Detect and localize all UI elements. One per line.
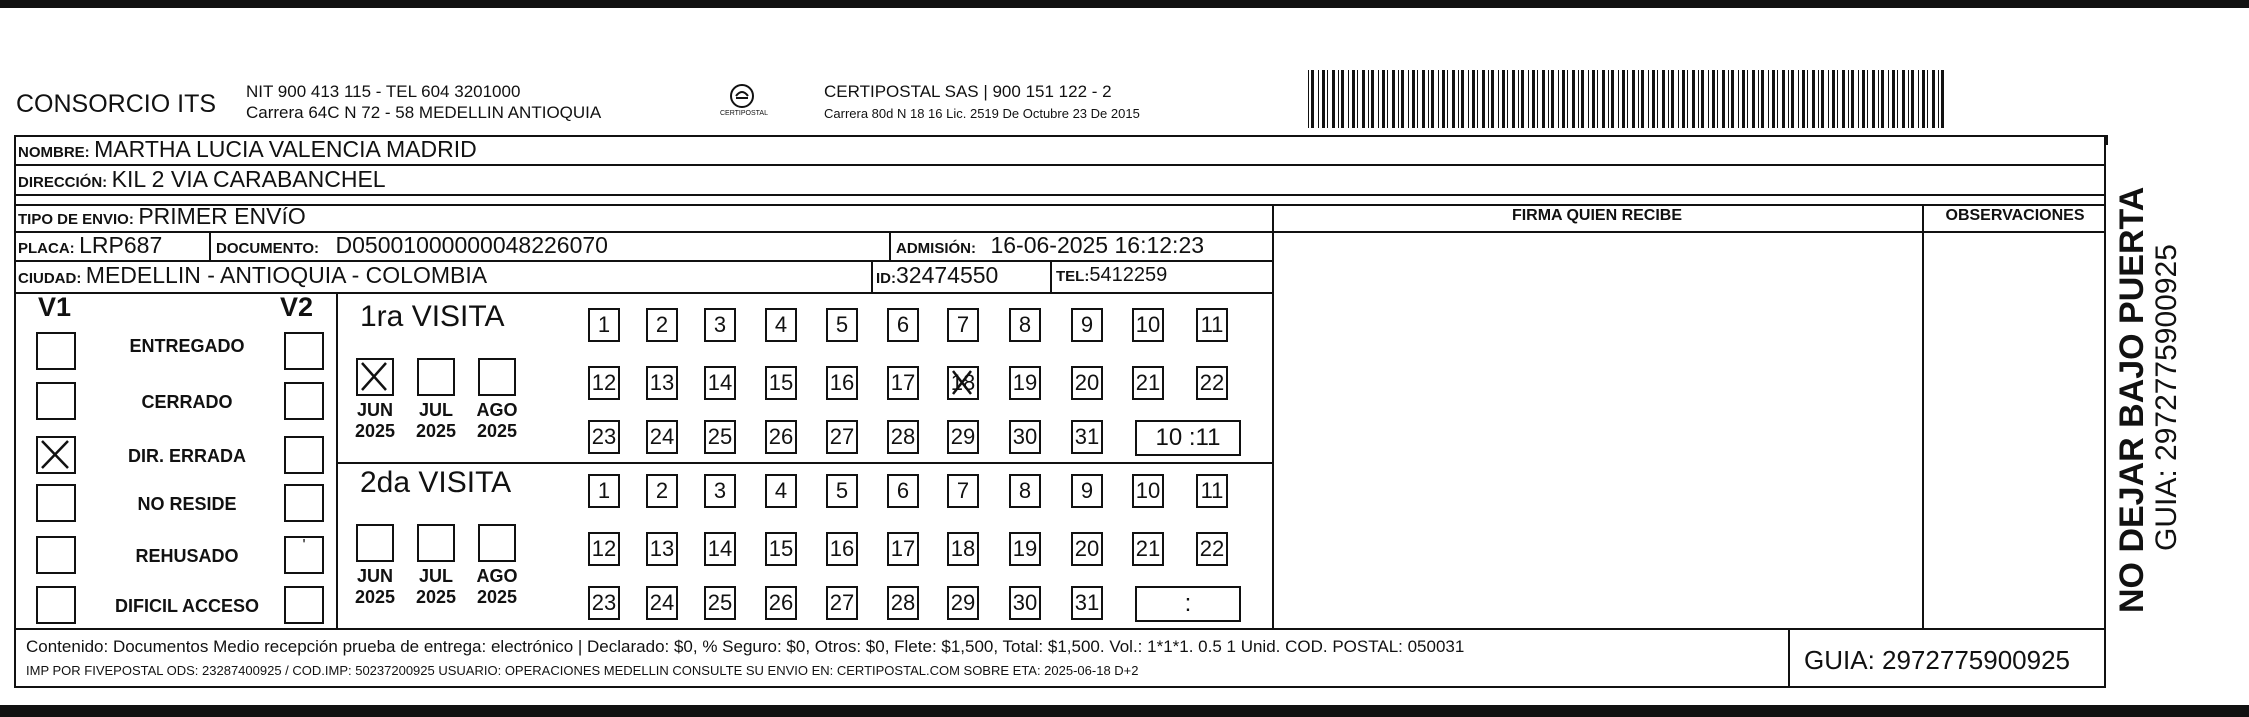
day-cell[interactable]: 16 [826,366,858,400]
day-cell[interactable]: 19 [1009,366,1041,400]
day-cell[interactable]: 1 [588,474,620,508]
nombre-value: MARTHA LUCIA VALENCIA MADRID [94,136,477,162]
day-cell[interactable]: 21 [1132,532,1164,566]
day-cell[interactable]: 23 [588,586,620,620]
day-cell[interactable]: 5 [826,474,858,508]
day-cell[interactable]: 20 [1071,532,1103,566]
day-cell[interactable]: 29 [947,586,979,620]
day-cell[interactable]: 12 [588,532,620,566]
day-cell[interactable]: 13 [646,366,678,400]
side-warning: NO DEJAR BAJO PUERTA [2113,186,2151,613]
direccion-label: DIRECCIÓN: [18,174,108,191]
day-cell[interactable]: 14 [704,366,736,400]
day-cell[interactable]: 3 [704,308,736,342]
day-cell[interactable]: 6 [887,474,919,508]
status-label: DIR. ERRADA [127,446,246,466]
license-line: Carrera 80d N 18 16 Lic. 2519 De Octubre 23 De 2015 [824,106,1140,121]
tel-label: TEL: [1056,268,1090,285]
day-cell[interactable]: 31 [1071,586,1103,620]
day-cell[interactable]: 7 [947,308,979,342]
day-number: 18 [950,370,976,395]
status-label: NO RESIDE [137,494,237,514]
company-nit: NIT 900 413 115 - TEL 604 3201000 [246,82,521,101]
certipostal-line: CERTIPOSTAL SAS | 900 151 122 - 2 [824,82,1112,101]
ciudad-value: MEDELLIN - ANTIOQUIA - COLOMBIA [85,262,488,288]
ciudad-label: CIUDAD: [18,270,82,287]
day-cell[interactable]: 4 [765,308,797,342]
day-cell[interactable]: 13 [646,532,678,566]
firma-header: FIRMA QUIEN RECIBE [1511,207,1683,224]
company-address: Carrera 64C N 72 - 58 MEDELLIN ANTIOQUIA [246,103,602,122]
visit-title: 1ra VISITA [360,300,505,333]
day-cell[interactable]: 19 [1009,532,1041,566]
day-cell[interactable]: 15 [765,366,797,400]
footer-contenido: Contenido: Documentos Medio recepción prueba de entrega: electrónico | Declarado: $0, % Seguro: $0, Otros: $0, Flete: $1,500, Total: $1,500. Vol.: 1*1*1. 0.5 1 Unid. COD. POSTAL: 050031 [26,637,1465,656]
day-cell[interactable]: 14 [704,532,736,566]
day-cell[interactable]: 20 [1071,366,1103,400]
day-cell[interactable]: 27 [826,586,858,620]
day-cell[interactable]: 11 [1196,474,1228,508]
month-label: AGO 2025 [476,400,518,441]
documento-label: DOCUMENTO: [216,240,320,257]
day-cell[interactable]: 22 [1196,366,1228,400]
admision-value: 16-06-2025 16:12:23 [990,232,1205,258]
day-cell[interactable]: 17 [887,532,919,566]
side-guia: GUIA: 2972775900925 [2150,244,2183,551]
day-cell[interactable]: 6 [887,308,919,342]
month-checkbox[interactable] [478,524,516,562]
visit-time-box[interactable]: 10 :11 [1135,420,1241,456]
day-cell[interactable]: 12 [588,366,620,400]
day-cell[interactable]: 10 [1132,474,1164,508]
month-checkbox[interactable] [356,524,394,562]
admision-label: ADMISIÓN: [896,240,976,257]
month-label: AGO 2025 [476,566,518,607]
placa-value: LRP687 [79,232,163,258]
placa-label: PLACA: [18,240,75,257]
month-label: JUN 2025 [354,566,396,607]
day-cell[interactable]: 28 [887,586,919,620]
nombre-label: NOMBRE: [18,144,90,161]
observaciones-area[interactable] [1924,233,2106,628]
v2-checkbox[interactable]: ' [284,536,324,574]
footer-guia: GUIA: 2972775900925 [1804,645,2070,675]
day-cell[interactable]: 30 [1009,586,1041,620]
day-cell[interactable]: 16 [826,532,858,566]
day-cell[interactable]: 24 [646,420,678,454]
firma-area[interactable] [1274,233,1922,628]
month-label: JUN 2025 [354,400,396,441]
day-cell[interactable]: 29 [947,420,979,454]
day-cell[interactable]: 2 [646,474,678,508]
direccion-value: KIL 2 VIA CARABANCHEL [111,166,386,192]
day-cell[interactable]: 21 [1132,366,1164,400]
documento-value: D05001000000048226070 [335,232,608,258]
status-label: CERRADO [141,392,233,412]
tipo-envio-label: TIPO DE ENVIO: [18,211,134,228]
id-label: ID: [876,270,896,287]
day-cell[interactable]: 26 [765,586,797,620]
barcode [1308,70,1948,128]
footer-imp: IMP POR FIVEPOSTAL ODS: 23287400925 / COD.IMP: 50237200925 USUARIO: OPERACIONES MEDELLIN CONSULTE SU ENVIO EN: CERTIPOSTAL.COM SOBRE ETA: 2025-06-18 D+2 [26,663,1139,678]
company-name: CONSORCIO ITS [16,90,217,118]
v2-header: V2 [280,292,314,322]
day-cell[interactable]: 5 [826,308,858,342]
day-cell[interactable]: 25 [704,586,736,620]
day-cell[interactable]: 2 [646,308,678,342]
day-cell[interactable]: 30 [1009,420,1041,454]
status-label: REHUSADO [135,546,239,566]
day-cell[interactable]: 23 [588,420,620,454]
status-label: ENTREGADO [129,336,245,356]
v1-header: V1 [38,292,72,322]
day-cell[interactable]: 11 [1196,308,1228,342]
day-cell[interactable]: 27 [826,420,858,454]
day-cell[interactable]: 15 [765,532,797,566]
day-cell[interactable]: 24 [646,586,678,620]
day-cell[interactable]: 3 [704,474,736,508]
observaciones-header: OBSERVACIONES [1945,207,2085,224]
logo-caption: CERTIPOSTAL [720,110,768,117]
id-value: 32474550 [896,262,999,288]
status-label: DIFICIL ACCESO [114,596,259,616]
day-cell[interactable]: 28 [887,420,919,454]
month-label: JUL 2025 [415,400,457,441]
day-cell[interactable]: 18 [947,532,979,566]
tipo-envio-value: PRIMER ENVíO [138,203,306,229]
visit-title: 2da VISITA [360,466,512,499]
visit-time-box[interactable]: : [1135,586,1241,622]
month-label: JUL 2025 [415,566,457,607]
day-cell[interactable]: 10 [1132,308,1164,342]
day-cell[interactable] [947,366,979,400]
day-cell[interactable]: 22 [1196,532,1228,566]
day-cell[interactable]: 9 [1071,308,1103,342]
tel-value: 5412259 [1089,264,1168,286]
day-cell[interactable]: 17 [887,366,919,400]
day-cell[interactable]: 8 [1009,308,1041,342]
day-cell[interactable]: 31 [1071,420,1103,454]
day-cell[interactable]: 26 [765,420,797,454]
day-cell[interactable]: 25 [704,420,736,454]
day-cell[interactable]: 9 [1071,474,1103,508]
day-cell[interactable]: 7 [947,474,979,508]
month-checkbox[interactable] [417,524,455,562]
day-cell[interactable]: 4 [765,474,797,508]
day-cell[interactable]: 8 [1009,474,1041,508]
day-cell[interactable]: 1 [588,308,620,342]
